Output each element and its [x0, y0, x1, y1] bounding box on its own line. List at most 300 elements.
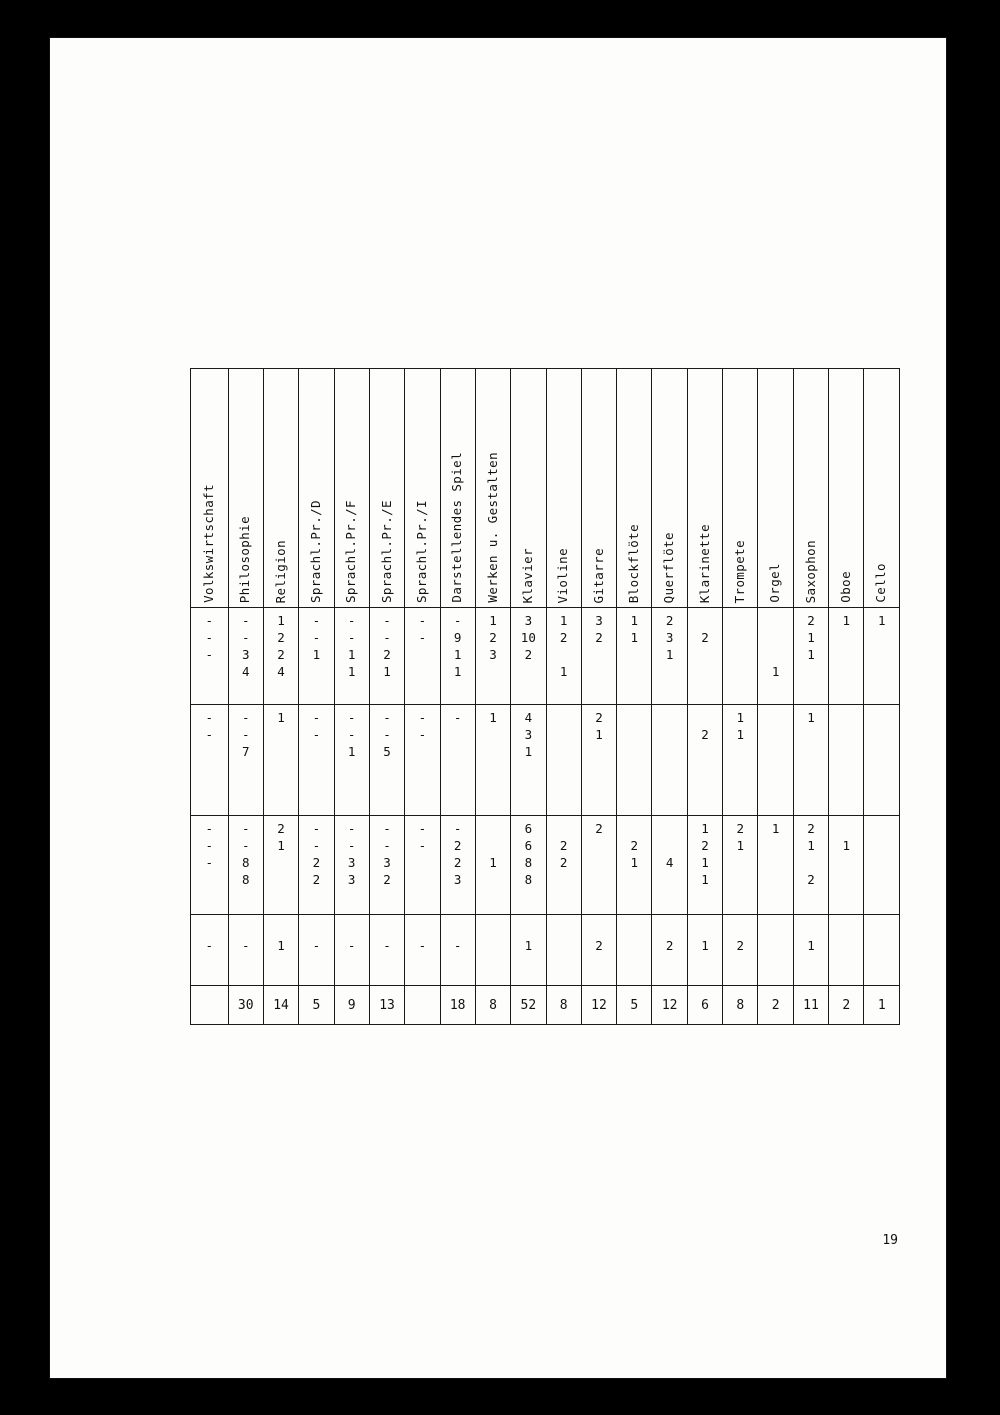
total-cell: 5 [617, 986, 652, 1025]
table-row [191, 915, 900, 986]
table-cell [369, 608, 404, 705]
cell-value: - [205, 855, 214, 870]
cell-value-stack [547, 705, 581, 815]
cell-value: - [418, 838, 427, 853]
column-header-label: Philosophie [237, 515, 253, 603]
cell-value: - [418, 937, 427, 953]
page-number: 19 [882, 1233, 898, 1248]
cell-value: 1 [559, 613, 568, 628]
column-header [617, 369, 652, 608]
cell-value-stack [723, 608, 757, 704]
cell-value-stack [229, 816, 263, 914]
column-header-label: Trompete [732, 539, 748, 603]
column-header-label: Gitarre [590, 547, 606, 603]
total-cell: 14 [263, 986, 298, 1025]
cell-value: 8 [241, 872, 250, 887]
cell-value: 1 [771, 821, 780, 836]
cell-value-stack [758, 915, 792, 975]
cell-value: - [383, 821, 391, 836]
table-cell [191, 915, 229, 986]
table-row [191, 816, 900, 915]
statistics-table-container [190, 368, 900, 1025]
column-header [546, 369, 581, 608]
cell-value: - [241, 937, 250, 953]
table-cell [440, 608, 475, 705]
cell-value: - [453, 710, 462, 725]
cell-value: 2 [701, 727, 709, 742]
cell-value-stack [405, 705, 439, 815]
cell-value-stack [441, 915, 475, 975]
cell-value-stack [829, 608, 863, 704]
column-header-label: Sprachl.Pr./E [378, 499, 394, 603]
cell-value-stack [335, 705, 369, 815]
cell-value-stack [299, 608, 333, 704]
cell-value: - [453, 613, 462, 628]
table-cell [829, 705, 864, 816]
cell-value: 1 [842, 838, 851, 853]
cell-value: - [347, 821, 356, 836]
table-cell [475, 816, 510, 915]
table-cell [758, 608, 793, 705]
table-cell [546, 915, 581, 986]
table-cell [829, 608, 864, 705]
table-cell [723, 816, 758, 915]
cell-value: - [383, 727, 391, 742]
table-header-row [191, 369, 900, 608]
cell-value: 1 [807, 937, 815, 953]
column-header-label: Orgel [767, 563, 783, 603]
document-page [50, 38, 946, 1378]
cell-value: - [312, 710, 321, 725]
cell-value: - [241, 727, 250, 742]
table-cell [829, 816, 864, 915]
total-cell: 2 [758, 986, 793, 1025]
table-cell [228, 608, 263, 705]
statistics-table [190, 368, 900, 1025]
cell-value-stack [476, 608, 510, 704]
table-cell [263, 915, 298, 986]
total-cell: 1 [864, 986, 900, 1025]
cell-value: 8 [524, 855, 533, 870]
cell-value: 1 [877, 613, 886, 628]
table-cell [475, 915, 510, 986]
table-cell [546, 816, 581, 915]
cell-value-stack [794, 915, 828, 975]
cell-value-stack [370, 705, 404, 815]
table-cell [475, 705, 510, 816]
cell-value-stack [829, 816, 863, 914]
table-cell [405, 705, 440, 816]
cell-value-stack [582, 608, 616, 704]
cell-value: 4 [524, 710, 533, 725]
cell-value: 3 [347, 855, 356, 870]
table-cell [405, 608, 440, 705]
table-cell [369, 705, 404, 816]
cell-value: 1 [277, 838, 285, 853]
column-header-label: Querflöte [661, 531, 677, 603]
column-header [475, 369, 510, 608]
column-header [299, 369, 334, 608]
cell-value-stack [617, 915, 651, 975]
cell-value: - [205, 838, 214, 853]
cell-value: - [347, 727, 356, 742]
table-cell [228, 816, 263, 915]
cell-value: 9 [453, 630, 462, 645]
cell-value: - [241, 710, 250, 725]
cell-value: 2 [701, 630, 709, 645]
cell-value: - [383, 838, 391, 853]
column-header-label: Darstellendes Spiel [449, 452, 465, 603]
table-cell [191, 816, 229, 915]
cell-value: 4 [241, 664, 250, 679]
cell-value: 3 [524, 727, 533, 742]
cell-value-stack [758, 705, 792, 815]
total-cell: 8 [475, 986, 510, 1025]
cell-value-stack [794, 608, 828, 704]
total-cell: 5 [299, 986, 334, 1025]
table-cell [864, 608, 900, 705]
cell-value-stack [688, 705, 722, 815]
table-cell [617, 816, 652, 915]
cell-value: 1 [736, 710, 745, 725]
table-cell [687, 705, 722, 816]
cell-value: 2 [524, 647, 533, 662]
cell-value: 2 [665, 613, 674, 628]
cell-value: 10 [520, 630, 536, 645]
cell-value: 1 [701, 872, 709, 887]
total-cell: 2 [829, 986, 864, 1025]
cell-value: 7 [241, 744, 250, 759]
cell-value: 1 [701, 821, 709, 836]
cell-value: - [312, 630, 321, 645]
table-cell [334, 915, 369, 986]
total-cell: 11 [793, 986, 828, 1025]
total-cell: 9 [334, 986, 369, 1025]
cell-value: - [418, 821, 427, 836]
cell-value: 8 [524, 872, 533, 887]
cell-value-stack [758, 816, 792, 914]
table-cell [191, 608, 229, 705]
total-cell [405, 986, 440, 1025]
cell-value: 2 [559, 838, 568, 853]
table-cell [191, 705, 229, 816]
cell-value-stack [617, 816, 651, 914]
cell-value-stack [229, 705, 263, 815]
cell-value: 1 [312, 647, 321, 662]
cell-value: - [205, 630, 214, 645]
cell-value-stack [688, 816, 722, 914]
table-cell [228, 705, 263, 816]
cell-value: 2 [453, 838, 462, 853]
cell-value-stack [476, 915, 510, 975]
table-cell [864, 915, 900, 986]
column-header-label: Sprachl.Pr./D [308, 499, 324, 603]
cell-value: - [205, 710, 214, 725]
cell-value-stack [229, 608, 263, 704]
cell-value: 2 [807, 613, 815, 628]
table-cell [263, 608, 298, 705]
cell-value: - [383, 630, 391, 645]
table-body [191, 369, 900, 1025]
cell-value-stack [476, 816, 510, 914]
total-cell: 8 [546, 986, 581, 1025]
total-cell: 13 [369, 986, 404, 1025]
total-cell: 30 [228, 986, 263, 1025]
cell-value-stack [405, 816, 439, 914]
table-cell [723, 608, 758, 705]
cell-value: 1 [347, 647, 356, 662]
cell-value: - [453, 821, 462, 836]
cell-value: 2 [489, 630, 497, 645]
cell-value: - [347, 613, 356, 628]
cell-value: 2 [736, 937, 745, 953]
cell-value: 1 [277, 937, 285, 953]
cell-value: 1 [383, 664, 391, 679]
table-cell [546, 705, 581, 816]
table-cell [263, 705, 298, 816]
table-cell [687, 816, 722, 915]
column-header-label: Klavier [520, 547, 536, 603]
cell-value: - [418, 630, 427, 645]
cell-value: 2 [807, 872, 815, 887]
cell-value: 2 [453, 855, 462, 870]
total-cell: 8 [723, 986, 758, 1025]
cell-value-stack [191, 705, 228, 815]
cell-value-stack [299, 915, 333, 975]
cell-value: - [205, 613, 214, 628]
cell-value: 2 [277, 821, 285, 836]
cell-value: 2 [277, 630, 285, 645]
cell-value: - [418, 727, 427, 742]
cell-value: - [383, 613, 391, 628]
table-cell [758, 705, 793, 816]
column-header-label: Klarinette [696, 523, 712, 603]
table-cell [581, 915, 616, 986]
cell-value-stack [723, 705, 757, 815]
table-cell [617, 705, 652, 816]
table-cell [652, 915, 687, 986]
cell-value-stack [370, 608, 404, 704]
table-cell [723, 705, 758, 816]
cell-value-stack [547, 816, 581, 914]
table-cell [581, 608, 616, 705]
cell-value: 1 [807, 838, 815, 853]
cell-value-stack [829, 705, 863, 815]
column-header-label: Religion [272, 539, 288, 603]
cell-value: 2 [383, 872, 391, 887]
cell-value-stack [441, 705, 475, 815]
cell-value: 3 [347, 872, 356, 887]
cell-value-stack [264, 915, 298, 975]
column-header-label: Oboe [838, 571, 854, 603]
cell-value: 1 [559, 664, 568, 679]
cell-value: - [241, 821, 250, 836]
cell-value: 2 [277, 647, 285, 662]
cell-value-stack [511, 705, 545, 815]
table-cell [440, 816, 475, 915]
cell-value-stack [547, 915, 581, 975]
cell-value: 1 [736, 838, 745, 853]
cell-value-stack [617, 705, 651, 815]
column-header [405, 369, 440, 608]
table-cell [369, 816, 404, 915]
cell-value: 2 [559, 855, 568, 870]
cell-value-stack [191, 816, 228, 914]
cell-value-stack [723, 816, 757, 914]
cell-value: 2 [595, 937, 603, 953]
cell-value: 1 [807, 710, 815, 725]
cell-value: 2 [595, 710, 603, 725]
table-cell [440, 705, 475, 816]
cell-value-stack [652, 816, 686, 914]
column-header [581, 369, 616, 608]
cell-value: 2 [665, 937, 674, 953]
total-cell: 6 [687, 986, 722, 1025]
cell-value-stack [688, 915, 722, 975]
cell-value: 2 [630, 838, 639, 853]
table-cell [793, 705, 828, 816]
table-cell [405, 915, 440, 986]
table-cell [581, 816, 616, 915]
cell-value-stack [511, 608, 545, 704]
cell-value-stack [829, 915, 863, 975]
table-row [191, 705, 900, 816]
cell-value: - [347, 937, 356, 953]
column-header-label: Sprachl.Pr./F [343, 499, 359, 603]
total-cell: 52 [511, 986, 546, 1025]
cell-value: - [205, 937, 214, 953]
cell-value: 2 [559, 630, 568, 645]
table-cell [263, 816, 298, 915]
cell-value: 1 [489, 710, 497, 725]
column-header-label: Werken u. Gestalten [484, 452, 500, 603]
cell-value: - [205, 647, 214, 662]
cell-value-stack [582, 705, 616, 815]
cell-value: 1 [701, 937, 709, 953]
cell-value: - [312, 838, 321, 853]
cell-value: 2 [736, 821, 745, 836]
total-cell: 12 [652, 986, 687, 1025]
cell-value: 1 [665, 647, 674, 662]
cell-value: 2 [807, 821, 815, 836]
cell-value: - [205, 727, 214, 742]
cell-value-stack [264, 816, 298, 914]
column-header [687, 369, 722, 608]
cell-value: 2 [383, 647, 391, 662]
table-cell [687, 915, 722, 986]
table-cell [829, 915, 864, 986]
cell-value: 6 [524, 838, 533, 853]
column-header [334, 369, 369, 608]
table-cell [617, 915, 652, 986]
cell-value: 1 [524, 937, 533, 953]
cell-value-stack [191, 915, 228, 975]
table-cell [652, 816, 687, 915]
column-header-label: Violine [555, 547, 571, 603]
table-cell [299, 608, 334, 705]
column-header [758, 369, 793, 608]
cell-value: 1 [453, 647, 462, 662]
cell-value: 8 [241, 855, 250, 870]
table-cell [511, 816, 546, 915]
table-cell [617, 608, 652, 705]
column-header [864, 369, 900, 608]
column-header [511, 369, 546, 608]
column-header [440, 369, 475, 608]
table-cell [652, 608, 687, 705]
table-cell [793, 816, 828, 915]
table-cell [758, 915, 793, 986]
cell-value-stack [794, 816, 828, 914]
table-cell [723, 915, 758, 986]
cell-value: - [205, 821, 214, 836]
cell-value: 3 [453, 872, 462, 887]
column-header [652, 369, 687, 608]
cell-value-stack [652, 608, 686, 704]
cell-value: 6 [524, 821, 533, 836]
table-cell [511, 705, 546, 816]
cell-value: 3 [524, 613, 533, 628]
cell-value: 1 [701, 855, 709, 870]
cell-value: - [418, 613, 427, 628]
column-header-label: Sprachl.Pr./I [414, 499, 430, 603]
cell-value: 1 [524, 744, 533, 759]
cell-value: 3 [595, 613, 603, 628]
cell-value-stack [547, 608, 581, 704]
cell-value: - [383, 710, 391, 725]
column-header [793, 369, 828, 608]
cell-value: 1 [630, 855, 639, 870]
cell-value-stack [723, 915, 757, 975]
cell-value: - [453, 937, 462, 953]
cell-value: 1 [277, 710, 285, 725]
table-cell [299, 915, 334, 986]
cell-value: 1 [489, 613, 497, 628]
cell-value-stack [405, 915, 439, 975]
table-cell [793, 608, 828, 705]
cell-value-stack [229, 915, 263, 975]
cell-value-stack [299, 705, 333, 815]
cell-value: 3 [665, 630, 674, 645]
cell-value: 3 [489, 647, 497, 662]
table-cell [864, 705, 900, 816]
table-cell [334, 705, 369, 816]
table-cell [652, 705, 687, 816]
cell-value-stack [758, 608, 792, 704]
table-cell [334, 816, 369, 915]
table-cell [334, 608, 369, 705]
cell-value: 3 [241, 647, 250, 662]
cell-value: - [241, 630, 250, 645]
cell-value: - [312, 937, 321, 953]
cell-value: - [347, 710, 356, 725]
total-cell: 12 [581, 986, 616, 1025]
table-cell [369, 915, 404, 986]
cell-value: 1 [842, 613, 851, 628]
cell-value: - [241, 838, 250, 853]
column-header-label: Blockflöte [626, 523, 642, 603]
column-header-label: Saxophon [802, 539, 818, 603]
column-header [369, 369, 404, 608]
cell-value: 1 [807, 647, 815, 662]
column-header-label: Cello [873, 563, 889, 603]
cell-value: 1 [771, 664, 780, 679]
cell-value: - [383, 937, 391, 953]
cell-value-stack [335, 816, 369, 914]
cell-value-stack [511, 816, 545, 914]
table-cell [440, 915, 475, 986]
cell-value: 1 [630, 630, 639, 645]
